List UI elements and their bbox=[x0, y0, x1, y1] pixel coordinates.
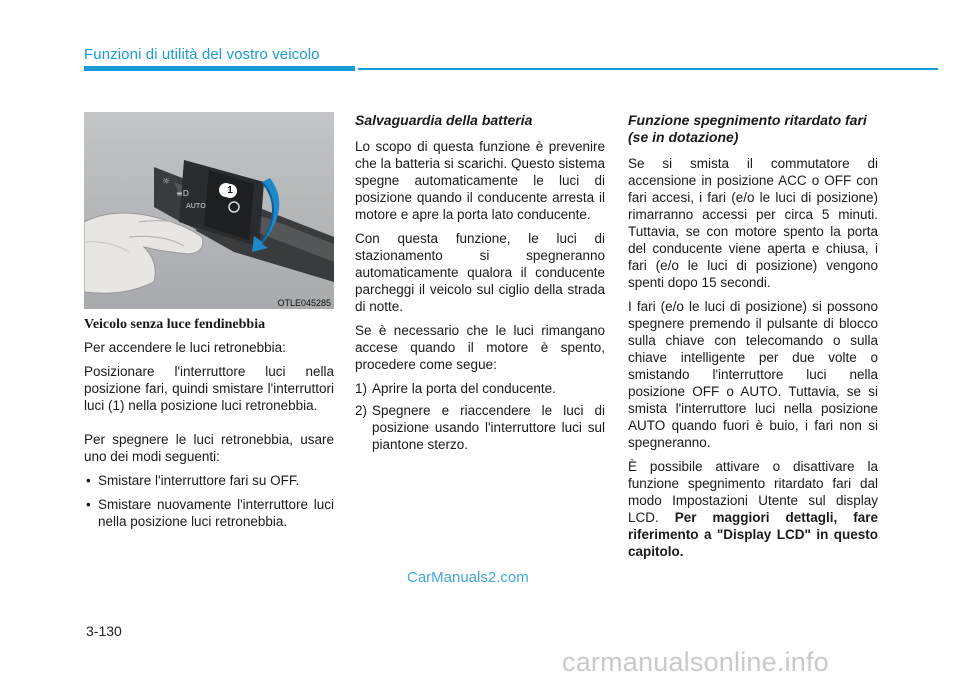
paragraph-text: È possibile attivare o disattivare la funzione spegnimento ritardato fari dal modo Impostazioni Utente sul display LCD. bbox=[628, 459, 878, 525]
step-number: 2) bbox=[355, 403, 368, 418]
paragraph: Per accendere le luci retronebbia: bbox=[84, 340, 286, 355]
paragraph: Con questa funzione, le luci di stazionamento si spegneranno automaticamente qualora il conducente parcheggi il veicolo sul ciglio della strada di notte. bbox=[355, 231, 605, 314]
header-rule-thick bbox=[84, 66, 355, 71]
paragraph: Se è necessario che le luci rimangano accese quando il motore è spento, procedere come segue: bbox=[355, 323, 605, 372]
step-number: 1) bbox=[355, 381, 368, 396]
figure-code: OTLE045285 bbox=[277, 298, 331, 308]
bullet-item: • Smistare l'interruttore fari su OFF. bbox=[84, 472, 334, 489]
light-switch-figure bbox=[84, 112, 334, 309]
svg-text:☼: ☼ bbox=[162, 177, 171, 187]
paragraph bbox=[628, 458, 878, 560]
paragraph: I fari (e/o le luci di posizione) si possono spegnere premendo il pulsante di blocco sulla chiave con telecomando o sulla chiave intelligente per due volte o smistando l'interruttore luci nella posizione OFF o AUTO. Tuttavia, se si smista l'interruttore luci nella posizione AUTO quando fuori è buio, i fari non si spegneranno. bbox=[628, 299, 878, 450]
column-3 bbox=[628, 112, 878, 567]
section-header: Funzioni di utilità del vostro veicolo bbox=[84, 46, 320, 63]
heading-battery-saver: Salvaguardia della batteria bbox=[355, 112, 533, 128]
paragraph: Se si smista il commutatore di accensione in posizione ACC o OFF con fari accesi, i fari (e/o le luci di posizione) rimarranno accessi per circa 5 minuti. Tuttavia, se con motore spento la porta del conducente viene aperta e chiusa, i fari (e/o le luci di posizione) vengono spenti dopo 15 secondi. bbox=[628, 156, 878, 290]
paragraph: Per spegnere le luci retronebbia, usare uno dei modi seguenti: bbox=[84, 432, 334, 464]
watermark-link[interactable]: CarManuals2.com bbox=[407, 569, 529, 586]
heading-fog-light: Veicolo senza luce fendinebbia bbox=[84, 317, 266, 332]
step-item bbox=[355, 402, 605, 453]
light-switch-illustration bbox=[84, 112, 334, 309]
reference-text: Per maggiori dettagli, fare riferimento a "Display LCD" in questo capitolo. bbox=[628, 510, 878, 559]
step-item bbox=[355, 380, 605, 397]
bullet-item: • Smistare nuovamente l'interruttore luci nella posizione luci retronebbia. bbox=[84, 496, 334, 530]
column-2 bbox=[355, 112, 605, 458]
svg-text:≡D: ≡D bbox=[176, 189, 189, 198]
step-text: Spegnere e riaccendere le luci di posizione usando l'interruttore luci sul piantone sterzo. bbox=[372, 403, 605, 452]
svg-text:AUTO: AUTO bbox=[186, 202, 206, 210]
step-text: Aprire la porta del conducente. bbox=[372, 381, 556, 396]
page-number: 3-130 bbox=[86, 623, 122, 639]
heading-headlamp-delay: Funzione spegnimento ritardato fari (se in dotazione) bbox=[628, 112, 867, 145]
paragraph: Lo scopo di questa funzione è prevenire che la batteria si scarichi. Questo sistema spegne automaticamente le luci di posizione quando il conducente arresta il motore e apre la porta lato conducente. bbox=[355, 139, 605, 222]
header-rule-thin bbox=[358, 68, 938, 70]
watermark-footer: carmanualsonline.info bbox=[562, 647, 829, 677]
callout-badge: 1 bbox=[223, 184, 237, 198]
paragraph: Posizionare l'interruttore luci nella posizione fari, quindi smistare l'interruttori luci (1) nella posizione luci retronebbia. bbox=[84, 364, 334, 413]
column-1 bbox=[84, 316, 334, 537]
